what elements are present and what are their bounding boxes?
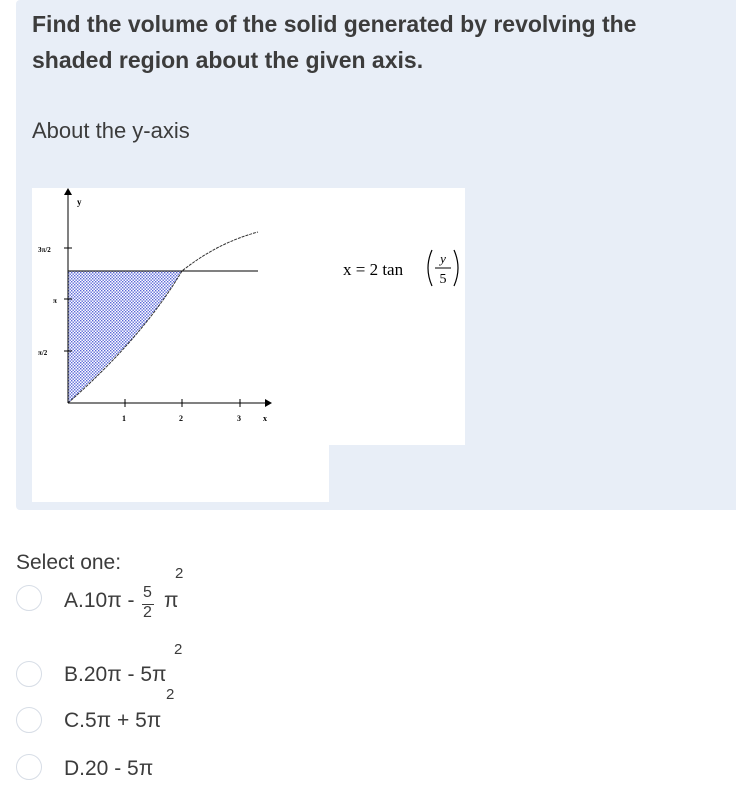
radio-option-b[interactable] — [16, 661, 42, 687]
option-b-text — [64, 663, 167, 687]
equation-numerator: y — [440, 251, 446, 266]
y-tick-label-1: 3π/2 — [38, 246, 51, 254]
option-a-exponent: 2 — [175, 565, 184, 582]
option-b-exponent: 2 — [174, 641, 183, 658]
option-a-letter: A. — [64, 589, 84, 612]
x-tick-label-2: 2 — [179, 414, 183, 423]
right-paren — [454, 250, 458, 286]
select-one-label: Select one: — [16, 551, 122, 574]
option-c-text — [64, 709, 161, 733]
question-subtitle: About the y-axis — [32, 118, 190, 143]
question-title: Find the volume of the solid generated by revolving the shaded region about the given axis. — [32, 11, 637, 73]
y-axis-arrow — [64, 188, 72, 195]
option-d-expr: 20 - 5π — [85, 757, 154, 780]
equation-box — [329, 188, 465, 445]
option-a-tail: π — [164, 589, 179, 612]
option-b-letter: B. — [64, 663, 84, 686]
graph-svg — [32, 188, 329, 502]
option-a-frac-num: 5 — [143, 584, 152, 601]
equation-lhs: x = 2 tan — [343, 260, 404, 279]
graph-figure — [32, 188, 329, 502]
equation-denominator: 5 — [439, 272, 447, 287]
x-tick-label-3: 3 — [237, 414, 241, 423]
radio-option-d[interactable] — [16, 754, 42, 780]
option-a-text — [64, 589, 135, 613]
x-axis-label: x — [263, 414, 267, 423]
option-b-expr: 20π - 5π — [83, 663, 167, 686]
option-a-expr: 10π - — [83, 589, 135, 612]
option-d-letter: D. — [64, 757, 85, 780]
option-d-text — [64, 757, 153, 781]
radio-option-c[interactable] — [16, 707, 42, 733]
x-tick-label-1: 1 — [122, 414, 126, 423]
option-a-frac-den: 2 — [143, 604, 152, 621]
radio-option-a[interactable] — [16, 585, 42, 611]
option-c-letter: C. — [64, 709, 85, 732]
y-axis-label: y — [77, 197, 82, 207]
shaded-region — [68, 271, 182, 403]
y-tick-label-2: π — [53, 297, 57, 305]
left-paren — [428, 250, 432, 286]
x-axis-arrow — [265, 399, 272, 407]
option-c-expr: 5π + 5π — [85, 709, 162, 732]
option-c-exponent: 2 — [166, 686, 175, 703]
y-tick-label-3: π/2 — [38, 349, 48, 357]
equation-svg — [329, 188, 465, 445]
